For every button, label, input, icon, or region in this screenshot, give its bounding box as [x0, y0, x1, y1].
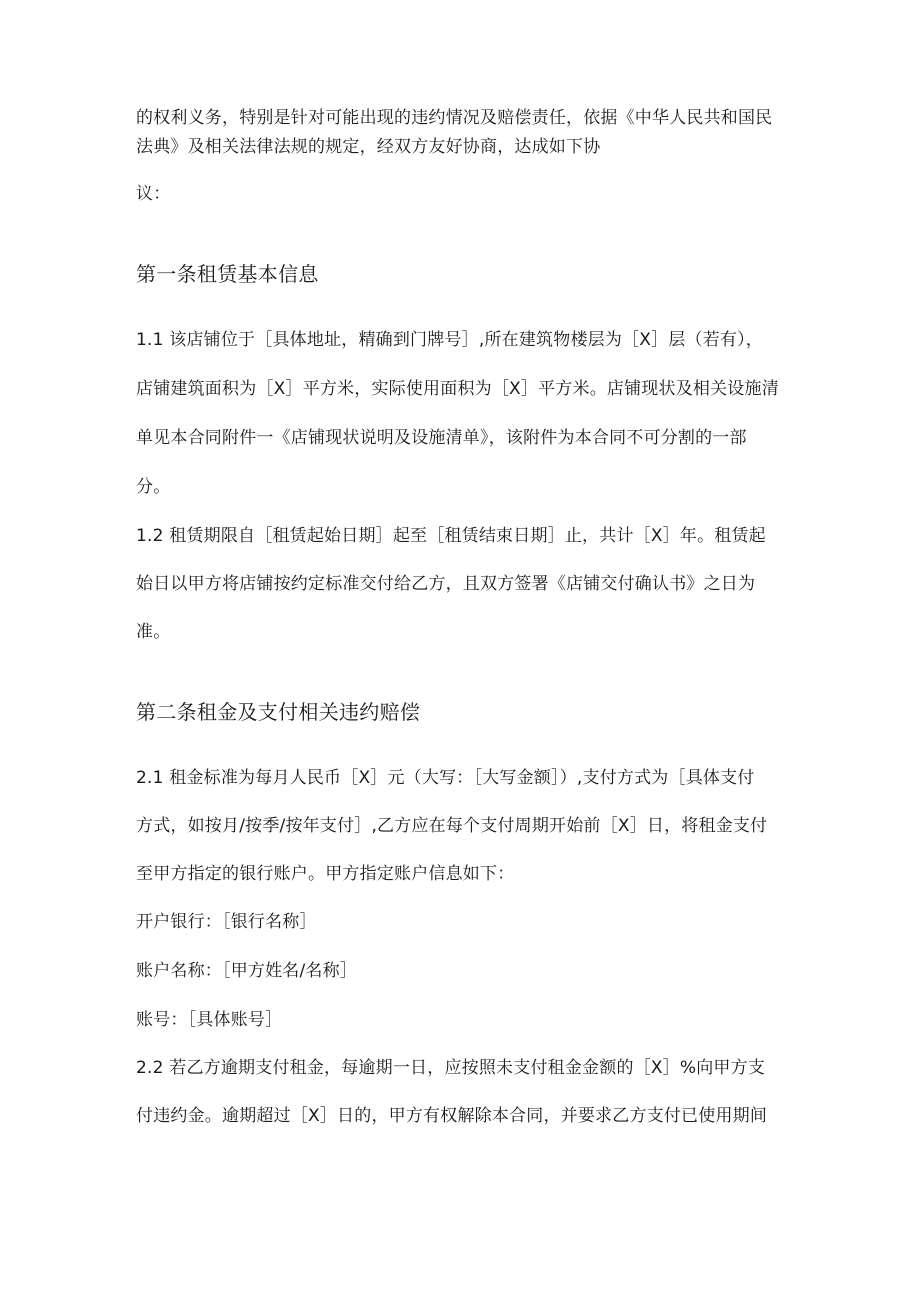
article-2-heading: 第二条租金及支付相关违约赔偿 [136, 700, 421, 724]
account-name: 账户名称：［甲方姓名/名称］ [136, 961, 358, 981]
intro-line-1: 的权利义务，特别是针对可能出现的违约情况及赔偿责任，依据《中华人民共和国民 [136, 108, 773, 128]
article-1-heading: 第一条租赁基本信息 [136, 262, 319, 286]
clause-1-1-line-1: 1.1 该店铺位于［具体地址，精确到门牌号］,所在建筑物楼层为［X］层（若有）， [136, 330, 763, 350]
clause-2-2-line-1: 2.2 若乙方逾期支付租金，每逾期一日，应按照未支付租金金额的［X］%向甲方支 [136, 1058, 766, 1078]
clause-1-1-line-4: 分。 [136, 477, 171, 497]
clause-1-1-line-3: 单见本合同附件一《店铺现状说明及设施清单》，该附件为本合同不可分割的一部 [136, 428, 747, 448]
clause-1-2-line-3: 准。 [136, 622, 171, 642]
intro-line-2: 法典》及相关法律法规的规定，经双方友好协商，达成如下协 [136, 137, 601, 157]
clause-2-1-line-3: 至甲方指定的银行账户。甲方指定账户信息如下： [136, 864, 515, 884]
account-bank: 开户银行：［银行名称］ [136, 912, 317, 932]
intro-line-3: 议： [136, 184, 171, 204]
clause-2-1-line-1: 2.1 租金标准为每月人民币［X］元（大写：［大写金额］）,支付方式为［具体支付 [136, 768, 755, 788]
clause-2-1-line-2: 方式，如按月/按季/按年支付］,乙方应在每个支付周期开始前［X］日，将租金支付 [136, 816, 768, 836]
clause-2-2-line-2: 付违约金。逾期超过［X］日的，甲方有权解除本合同，并要求乙方支付已使用期间 [136, 1106, 768, 1126]
clause-1-2-line-2: 始日以甲方将店铺按约定标准交付给乙方，且双方签署《店铺交付确认书》之日为 [136, 574, 756, 594]
clause-1-1-line-2: 店铺建筑面积为［X］平方米，实际使用面积为［X］平方米。店铺现状及相关设施清 [136, 379, 779, 399]
clause-1-2-line-1: 1.2 租赁期限自［租赁起始日期］起至［租赁结束日期］止，共计［X］年。租赁起 [136, 526, 766, 546]
account-number: 账号：［具体账号］ [136, 1010, 283, 1030]
